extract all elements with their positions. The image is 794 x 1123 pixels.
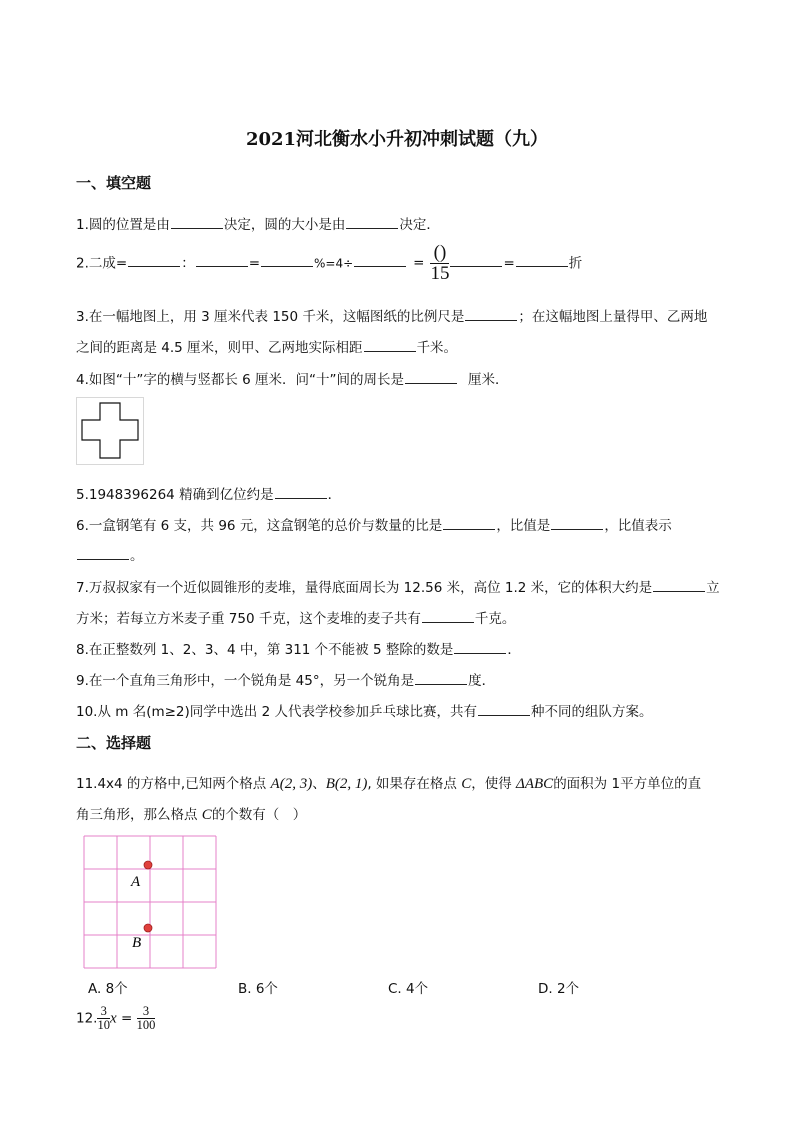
q12-equals: = [116,1010,137,1027]
q2-text-a: 2.二成= [76,255,128,272]
q2-blank-6 [516,254,568,267]
q2-blank-4 [354,254,406,267]
q1-blank-2 [346,216,398,229]
question-11-line-2 [76,803,306,824]
q12-numerator-2: 3 [137,1005,156,1019]
q2-blank-5 [450,254,502,267]
q1-text-c: 决定． [399,217,440,233]
q1-text-b: 决定，圆的大小是由 [223,217,346,233]
q6-blank-2 [551,517,603,530]
q11-text-a: 11.4x4 的方格中,已知两个格点 [76,776,267,792]
q4-text-a: 4.如图“十”字的横与竖都长 6 厘米．问“十”间的周长是 [76,372,405,388]
q9-text-b: 度． [468,673,496,689]
grid-point-b [144,924,152,932]
q11-point-b: B(2, 1) [325,776,368,792]
q10-text-b: 种不同的组队方案。 [530,704,653,720]
q11-text-f: 角三角形，那么格点 [76,807,198,823]
q2-text-zhe: 折 [568,255,583,272]
q2-colon: ： [181,255,195,272]
q5-text-b: ． [327,487,342,503]
q12-fraction-right [137,1005,156,1032]
q8-text-a: 8.在正整数列 1、2、3、4 中，第 311 个不能被 5 整除的数是 [76,642,454,658]
q11-point-c: C [461,776,472,792]
q12-denominator-2: 100 [136,1018,156,1033]
question-12 [76,1005,155,1032]
q7-blank-2 [422,610,474,623]
q7-text-c: 方米；若每立方米麦子重 750 千克，这个麦堆的麦子共有 [76,611,421,627]
question-7-line-2 [76,607,515,627]
q6-blank-3 [77,547,129,560]
q10-text-a: 10.从 m 名(m≥2)同学中选出 2 人代表学校参加乒乓球比赛，共有 [76,704,477,720]
q10-blank [478,703,530,716]
q7-text-a: 7.万叔叔家有一个近似圆锥形的麦堆，量得底面周长为 12.56 米，高位 1.2 米，它的体积大约是 [76,580,653,596]
q3-blank-2 [364,339,416,352]
q11-text-g: 的个数有（ ） [211,807,307,823]
q2-fraction [430,243,449,284]
question-7-line-1 [76,576,720,596]
question-9 [76,669,495,689]
q3-text-a: 3.在一幅地图上，用 3 厘米代表 150 千米，这幅图纸的比例尺是 [76,309,465,325]
option-a[interactable]: A. 8个 [88,981,128,997]
q6-blank-1 [443,517,495,530]
q3-text-b: ；在这幅地图上量得甲、乙两地 [518,309,708,325]
q3-blank-1 [465,308,517,321]
q6-text-c: ，比值表示 [604,518,672,534]
q2-percent-div: %=4÷ [314,256,354,271]
q2-eq-3: = [503,255,515,272]
section-fill-in: 一、填空题 [76,174,152,192]
question-3-line-1 [76,305,707,325]
q11-triangle: ΔABC [516,776,554,792]
q2-blank-1 [128,254,180,267]
question-11-line-1 [76,772,701,793]
q8-blank [454,641,506,654]
page-title: 2021河北衡水小升初冲刺试题（九） [245,129,549,150]
q11-text-b: , 如果存在格点 [367,776,457,792]
question-3-line-2 [76,336,457,356]
grid-point-a [144,861,152,869]
q7-blank-1 [653,579,705,592]
q6-text-d: 。 [130,548,144,564]
question-8 [76,638,521,658]
q2-eq-1: = [248,255,261,272]
cross-figure [76,397,144,465]
q2-blank-2 [196,254,248,267]
q2-eq-2: = [413,255,425,272]
q9-text-a: 9.在一个直角三角形中，一个锐角是 45°，另一个锐角是 [76,673,415,689]
q4-blank [405,371,457,384]
q2-fraction-numerator: () [430,243,449,264]
q6-text-a: 6.一盒钢笔有 6 支，共 96 元，这盒钢笔的总价与数量的比是 [76,518,443,534]
q6-text-b: ，比值是 [496,518,551,534]
q11-point-a: A(2, 3) [270,776,313,792]
q1-blank-1 [171,216,223,229]
q1-text-a: 1.圆的位置是由 [76,217,170,233]
question-1 [76,213,440,233]
cross-figure-frame [77,398,144,465]
option-c[interactable]: C. 4个 [388,981,429,997]
q2-fraction-denominator: 15 [430,262,450,284]
question-4 [76,368,509,388]
grid-lines [84,836,216,968]
q4-text-b: 厘米． [468,372,509,388]
section-choice: 二、选择题 [76,734,152,752]
grid-label-b: B [132,935,142,951]
q12-fraction-left [97,1005,110,1032]
q12-denominator-1: 10 [97,1018,110,1033]
q8-text-b: ． [507,642,521,658]
option-d[interactable]: D. 2个 [538,981,580,997]
q3-text-d: 千米。 [416,340,458,356]
q5-blank [275,486,327,499]
grid-figure [80,832,220,972]
q2-blank-3 [261,254,313,267]
question-6-line-1 [76,514,672,534]
q12-numerator-1: 3 [97,1005,110,1019]
option-b[interactable]: B. 6个 [238,981,278,997]
q11-text-e: 的面积为 1平方单位的直 [553,776,702,792]
q11-point-c-2: C [201,807,212,823]
q9-blank [415,672,467,685]
q12-prefix: 12. [76,1010,98,1027]
q12-variable: x [109,1010,117,1027]
q11-sep: 、 [312,776,326,792]
question-2 [76,243,582,284]
q7-text-d: 千克。 [474,611,516,627]
q3-text-c: 之间的距离是 4.5 厘米，则甲、乙两地实际相距 [76,340,363,356]
q5-text-a: 5.1948396264 精确到亿位约是 [76,487,274,503]
q11-text-d: ，使得 [471,776,512,792]
cross-shape [82,403,138,458]
question-6-line-2 [76,544,144,564]
q7-text-b: 立 [706,580,720,596]
grid-label-a: A [131,874,141,890]
question-10 [76,700,652,720]
question-5 [76,483,341,503]
